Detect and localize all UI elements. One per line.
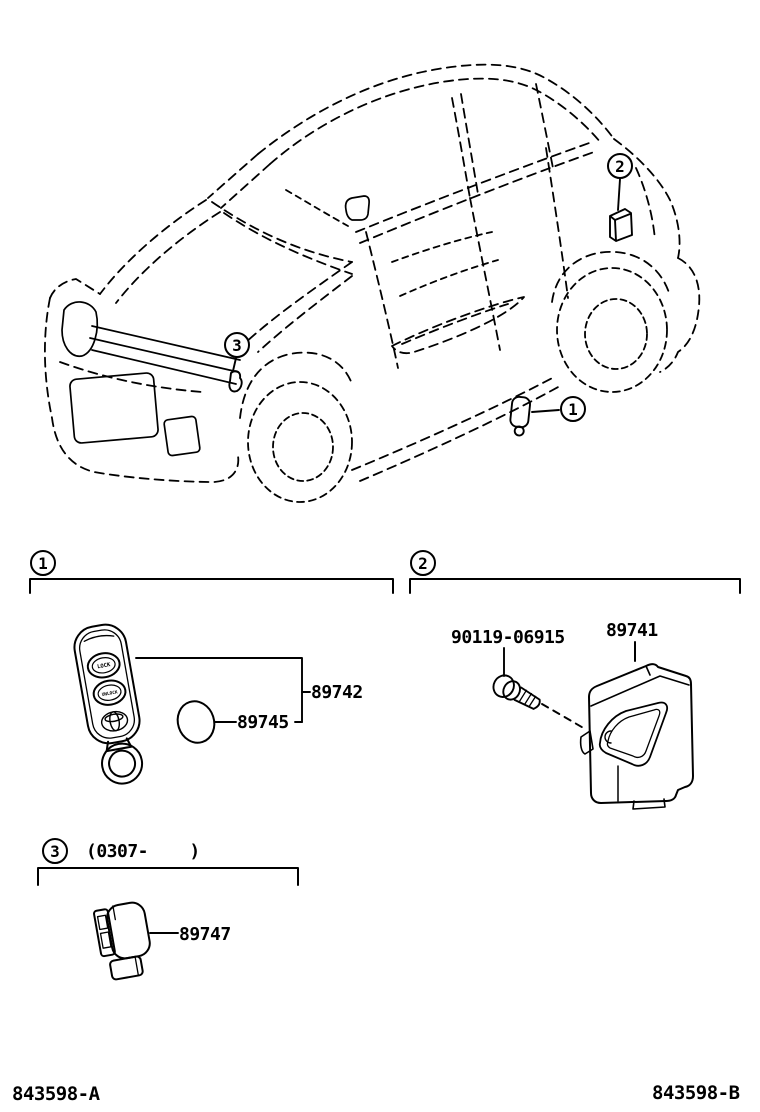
car-tailgate-line [636,168,655,240]
callout3-leader [233,358,236,371]
car-door-seam-front [470,198,500,350]
car-rear-arch [552,252,670,302]
toyota-logo [100,710,129,733]
receiver-nub [581,731,593,754]
car-callout-2-number: 2 [615,156,625,176]
car-rocker [352,376,556,470]
footer-code-left: 843598-A [12,1083,100,1105]
section-2-callout[interactable] [410,550,436,576]
car-callout-1[interactable] [560,396,586,422]
bracket-section-2 [410,579,740,593]
screw-drawing [490,648,587,730]
screw-dashed-line [542,704,587,730]
car-front-bumper [45,298,238,482]
buzzer-on-car [229,371,241,391]
bumper-opening [69,372,158,443]
section-2-number: 2 [418,553,428,573]
unlock-button-label: UNLOCK [101,690,119,699]
car-roof [258,65,614,154]
lock-button-label: LOCK [96,662,111,671]
callout2-leader [618,179,620,210]
car-callout-3[interactable] [224,332,250,358]
part-number-89745[interactable]: 89745 [237,712,289,733]
remote-transmitter-drawing [71,621,310,788]
mirror [346,196,370,220]
car-b-pillar [452,98,470,198]
car-callout-3-number: 3 [232,335,242,355]
footer-code-right: 843598-B [652,1082,740,1104]
headlamp [62,302,97,356]
section-1-callout[interactable] [30,550,56,576]
car-a-pillar [208,154,258,198]
car-front-details [62,196,369,456]
fog-lamp [164,416,201,456]
car-front-wheel [248,382,352,502]
part-89747-drawing [93,901,178,982]
receiver-on-car [610,209,632,241]
receiver-drawing [581,642,693,809]
section-3-date-range: (0307- ) [86,841,200,862]
car-callout-1-number: 1 [568,399,578,419]
car-roof-inner [270,79,601,164]
car-sketch [45,65,699,502]
callout1-leader [532,410,559,412]
section-1-number: 1 [38,553,48,573]
bracket-section-3 [38,868,298,885]
section-3-number: 3 [50,841,60,861]
battery-cover-drawing [172,696,219,747]
car-cowl [212,202,352,262]
part-number-89741[interactable]: 89741 [606,620,658,641]
car-fender-line [244,262,352,344]
car-c-pillar [536,84,553,168]
car-callout-2[interactable] [607,153,633,179]
car-hood [100,200,206,294]
transmitter-on-car [509,396,531,436]
bracket-section-1 [30,579,393,593]
part-number-89747[interactable]: 89747 [179,924,231,945]
part-number-89742[interactable]: 89742 [311,682,363,703]
section-3-callout[interactable] [42,838,68,864]
car-rear-wheel [557,268,667,392]
part-number-90119-06915[interactable]: 90119-06915 [451,627,565,648]
car-door-seam-rear [546,148,568,298]
